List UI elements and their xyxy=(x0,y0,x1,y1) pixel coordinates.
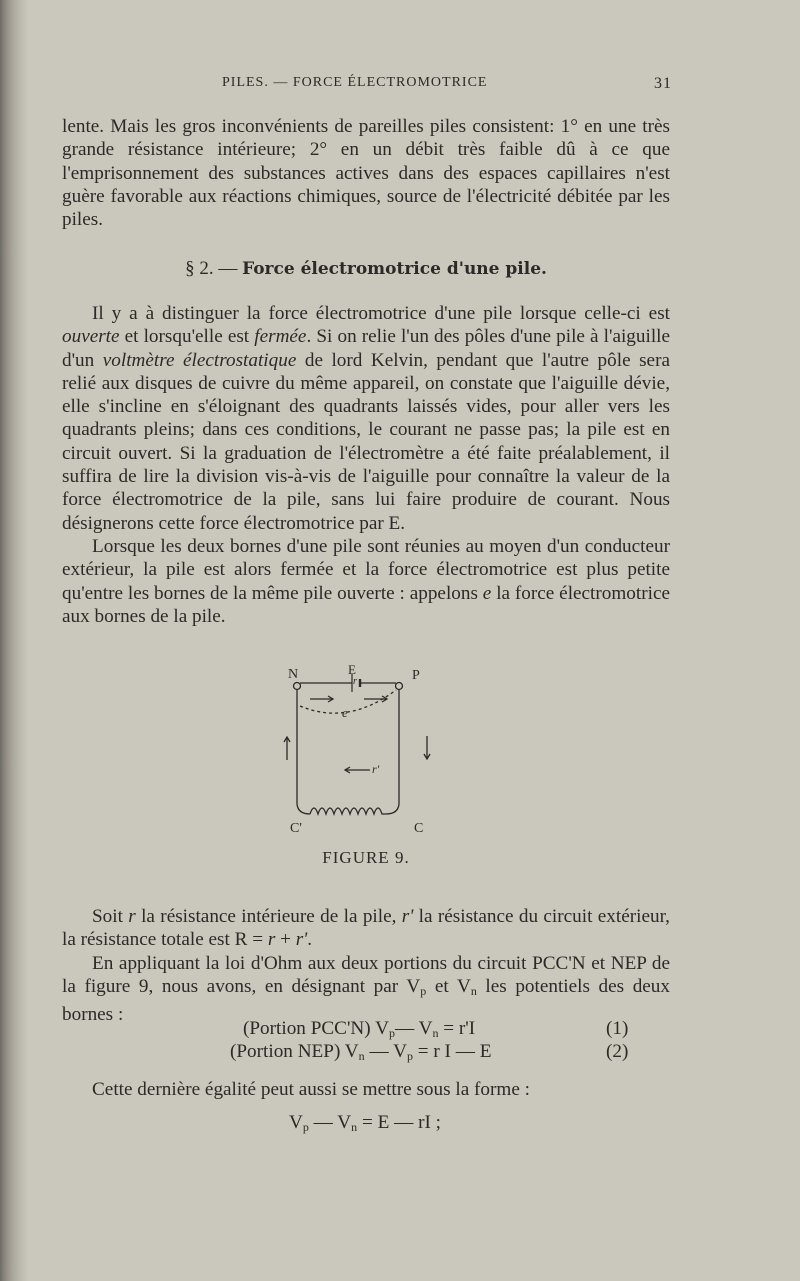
paragraph-5: Cette dernière égalité peut aussi se mettre sous la forme : xyxy=(92,1079,530,1100)
text-run: de lord Kelvin, pendant que l'autre pôle sera relié aux disques de cuivre du même appareil, on constate que l'aiguille dévie, elle s'incline en s'éloignant des quadrants laissés vides, pour aller vers les quadrants pleins; dans ces conditions, le courant ne passe pas; la pile est en circuit ouvert. Si la graduation de l'électromètre a été faite préalablement, il suffira de lire la division vis-à-vis de l'aiguille pour connaître la valeur de la force électromotrice de la pile, sans lui faire produire de courant. Nous désignerons cette force électromotrice par E. xyxy=(62,349,670,534)
body-paragraph-5 xyxy=(62,1078,670,1101)
subscript-n: n xyxy=(351,1120,358,1134)
header-title: PILES. — FORCE ÉLECTROMOTRICE xyxy=(222,75,488,90)
text-run: Lorsque les deux bornes d'une pile sont réunies au moyen d'un conducteur extérieur, la pile est alors fermée et la force électromotrice est plus petite qu'entre les bornes de la même pile ouverte : appelons xyxy=(62,535,670,604)
equation-2-number: (2) xyxy=(606,1041,629,1062)
subscript-n: n xyxy=(432,1026,439,1040)
equation-3 xyxy=(289,1112,441,1135)
label-r: r xyxy=(353,676,357,687)
page-number: 31 xyxy=(654,75,672,92)
equation-1 xyxy=(243,1018,475,1041)
eq-part: (Portion PCC'N) V xyxy=(243,1018,389,1039)
subscript-p: p xyxy=(302,1120,309,1134)
voltage-arc xyxy=(300,690,396,713)
label-c: C xyxy=(414,821,424,836)
label-c-prime: C' xyxy=(290,821,302,836)
label-r-prime: r' xyxy=(372,762,380,776)
text-run: les potentiels des deux bornes : xyxy=(62,975,670,1026)
running-header xyxy=(222,75,672,95)
paragraph-2 xyxy=(62,535,670,628)
paragraph-1 xyxy=(62,302,670,535)
intro-paragraph-text: lente. Mais les gros inconvénients de pareilles piles consistent: 1° en une très grande résistance intérieure; 2° en un débit très faible dû à ce que l'emprisonnement des substances actives dans des espaces capillaires n'est guère favorable aux réactions chimiques, source de l'électricité débitée par les piles. xyxy=(62,116,670,231)
terminal-n xyxy=(294,683,301,690)
italic-voltmetre: voltmètre électrostatique xyxy=(102,349,297,371)
section-number: § 2. — xyxy=(185,258,238,279)
text-run: la résistance intérieure de la pile, xyxy=(135,906,402,927)
text-run: En appliquant la loi d'Ohm aux deux portions du circuit PCC'N et NEP de la figure 9, nous avons, en désignant par V xyxy=(62,952,670,997)
eq-part: — V xyxy=(364,1041,407,1062)
italic-fermee: fermée xyxy=(254,326,307,348)
eq-part: = E — rI ; xyxy=(357,1112,441,1133)
subscript-p: p xyxy=(420,983,427,998)
paragraph-3 xyxy=(62,905,670,952)
equation-1-number: (1) xyxy=(606,1018,629,1039)
body-paragraph-3 xyxy=(62,905,670,1026)
page-binding-shadow xyxy=(0,0,28,1281)
terminal-p xyxy=(396,683,403,690)
section-heading xyxy=(62,258,670,280)
paragraph-4 xyxy=(62,952,670,1027)
body-paragraph-1 xyxy=(62,302,670,628)
label-e-small: e xyxy=(342,705,348,720)
subscript-p: p xyxy=(388,1026,395,1040)
text-run: et lorsqu'elle est xyxy=(119,326,255,348)
figure-caption: FIGURE 9. xyxy=(322,848,410,867)
label-n: N xyxy=(288,667,299,682)
eq-part: = r'I xyxy=(438,1018,476,1039)
eq-part: = r I — E xyxy=(412,1041,492,1062)
label-e: E xyxy=(348,662,356,677)
italic-ouverte: ouverte xyxy=(62,326,120,348)
eq-part: (Portion NEP) V xyxy=(230,1041,359,1062)
eq-part: V xyxy=(289,1112,303,1133)
italic-r: r xyxy=(267,929,276,951)
eq-part: — V xyxy=(308,1112,352,1133)
italic-e: e xyxy=(482,582,492,604)
italic-r: r xyxy=(128,906,136,927)
circuit-diagram xyxy=(270,662,440,842)
resistor-coil xyxy=(310,808,386,814)
text-run: . Si on relie l'un des pôles d'une pile à l'aiguille d'un xyxy=(62,326,670,371)
intro-paragraph xyxy=(62,115,670,231)
subscript-n: n xyxy=(358,1049,365,1063)
italic-r-prime: r' xyxy=(295,929,308,951)
text-run: la résistance du circuit extérieur, la résistance totale est R = xyxy=(62,906,670,951)
equation-2 xyxy=(230,1041,491,1064)
subscript-n: n xyxy=(470,983,477,998)
eq-part: — V xyxy=(394,1018,433,1039)
text-run: et V xyxy=(426,975,471,997)
text-run: . xyxy=(307,929,313,951)
text-run: Il y a à distinguer la force électromotrice d'une pile lorsque celle-ci est xyxy=(92,303,670,324)
text-run: Soit xyxy=(92,906,129,927)
subscript-p: p xyxy=(406,1049,413,1063)
section-title: Force électromotrice d'une pile. xyxy=(242,259,547,279)
text-run: la force électromotrice aux bornes de la pile. xyxy=(62,582,670,627)
italic-r-prime: r' xyxy=(401,906,414,927)
label-p: P xyxy=(412,668,420,683)
text-run: + xyxy=(275,929,296,951)
